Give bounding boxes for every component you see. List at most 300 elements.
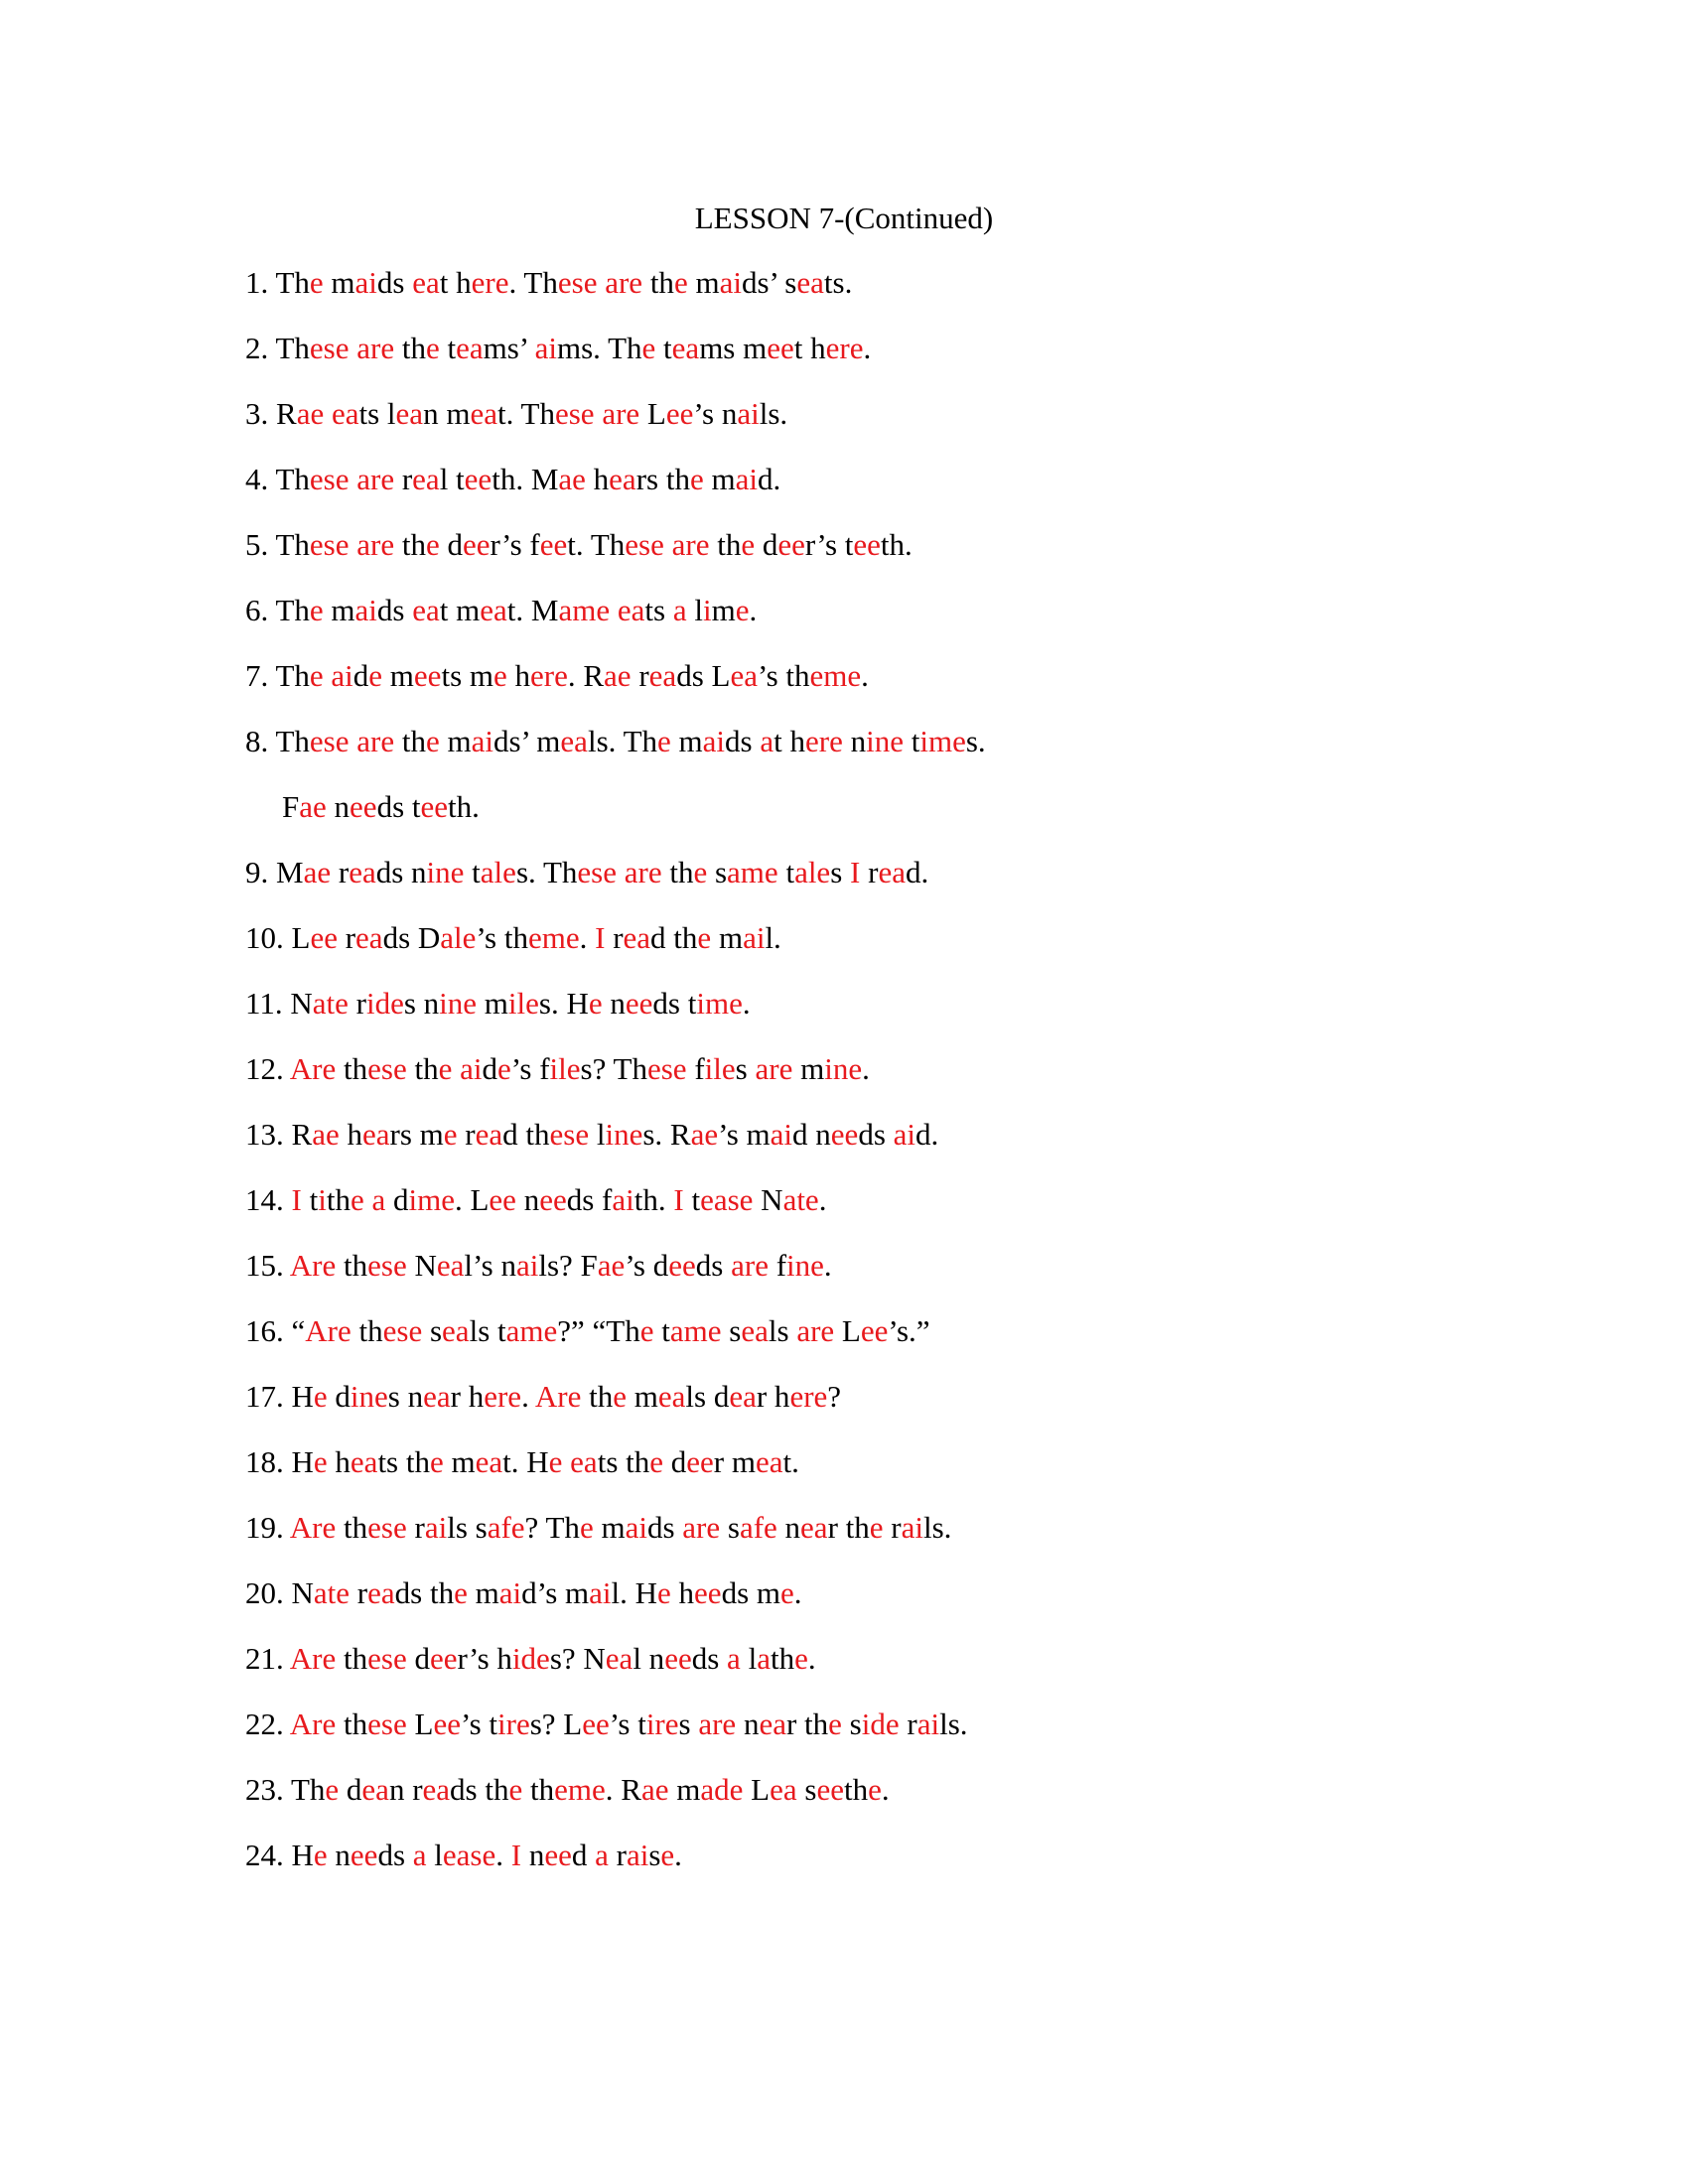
- plain-text: [617, 855, 625, 889]
- plain-text: . R: [605, 1772, 641, 1807]
- highlighted-letters: e: [438, 1051, 453, 1086]
- highlighted-letters: a: [412, 1838, 427, 1872]
- plain-text: F: [282, 789, 300, 824]
- highlighted-letters: ese: [554, 396, 595, 431]
- plain-text: ds th: [394, 1575, 455, 1610]
- sentence-line: [245, 1246, 986, 1311]
- highlighted-letters: ai: [702, 724, 726, 758]
- plain-text: t h: [774, 724, 805, 758]
- highlighted-letters: e: [508, 1772, 523, 1807]
- plain-text: l: [426, 1838, 443, 1872]
- highlighted-letters: ea: [657, 1379, 686, 1414]
- highlighted-letters: a: [371, 1182, 386, 1217]
- plain-text: ’s.”: [888, 1313, 930, 1348]
- highlighted-letters: are: [356, 527, 395, 562]
- highlighted-letters: e: [309, 593, 324, 627]
- plain-text: l t: [439, 462, 465, 496]
- highlighted-letters: ea: [570, 1444, 598, 1479]
- plain-text: th: [642, 265, 674, 300]
- highlighted-letters: ese: [367, 1706, 407, 1741]
- plain-text: ds: [377, 1838, 413, 1872]
- sentence-line: [245, 394, 986, 460]
- plain-text: ds n: [375, 855, 427, 889]
- highlighted-letters: are: [356, 331, 395, 365]
- highlighted-letters: e: [588, 986, 603, 1021]
- highlighted-letters: e: [828, 1706, 842, 1741]
- plain-text: th.: [880, 527, 913, 562]
- plain-text: ds’ s: [741, 265, 797, 300]
- plain-text: s? N: [549, 1641, 606, 1676]
- highlighted-letters: ease: [442, 1838, 496, 1872]
- plain-text: t m: [439, 593, 481, 627]
- plain-text: s: [678, 1706, 699, 1741]
- highlighted-letters: e: [741, 527, 756, 562]
- highlighted-letters: ese: [557, 265, 598, 300]
- highlighted-letters: ese: [367, 1248, 407, 1283]
- highlighted-letters: Are: [289, 1248, 337, 1283]
- plain-text: .: [521, 1379, 535, 1414]
- plain-text: th: [581, 1379, 614, 1414]
- plain-text: ts th: [597, 1444, 650, 1479]
- plain-text: th.: [633, 1182, 674, 1217]
- highlighted-letters: e: [657, 1575, 671, 1610]
- highlighted-letters: e: [309, 265, 324, 300]
- highlighted-letters: ee: [686, 1444, 714, 1479]
- plain-text: t. H: [502, 1444, 549, 1479]
- plain-text: ’s n: [693, 396, 738, 431]
- plain-text: 3. R: [245, 396, 297, 431]
- plain-text: th: [394, 527, 426, 562]
- plain-text: s? L: [529, 1706, 583, 1741]
- plain-text: r: [899, 1706, 917, 1741]
- highlighted-letters: ee: [420, 789, 449, 824]
- plain-text: [324, 396, 332, 431]
- plain-text: s: [707, 855, 728, 889]
- plain-text: 16. “: [245, 1313, 306, 1348]
- plain-text: r: [331, 855, 350, 889]
- highlighted-letters: ae: [312, 1117, 340, 1152]
- plain-text: r’s f: [490, 527, 540, 562]
- highlighted-letters: e: [454, 1575, 468, 1610]
- highlighted-letters: ea: [878, 855, 906, 889]
- sentence-line: [245, 722, 986, 787]
- highlighted-letters: are: [755, 1051, 793, 1086]
- plain-text: m: [792, 1051, 825, 1086]
- plain-text: t h: [793, 331, 826, 365]
- plain-text: ’s th: [476, 920, 528, 955]
- highlighted-letters: e: [660, 1838, 675, 1872]
- plain-text: m: [668, 1772, 701, 1807]
- plain-text: 18. H: [245, 1444, 314, 1479]
- plain-text: 6. Th: [245, 593, 310, 627]
- plain-text: s: [721, 1313, 742, 1348]
- highlighted-letters: ea: [470, 396, 497, 431]
- highlighted-letters: ai: [498, 1575, 522, 1610]
- highlighted-letters: ea: [623, 920, 651, 955]
- plain-text: r: [350, 1575, 368, 1610]
- highlighted-letters: ae: [597, 1248, 626, 1283]
- plain-text: 10. L: [245, 920, 311, 955]
- plain-text: ’s t: [460, 1706, 498, 1741]
- highlighted-letters: e: [325, 1772, 340, 1807]
- plain-text: n: [326, 789, 351, 824]
- plain-text: ls? F: [538, 1248, 598, 1283]
- highlighted-letters: ee: [539, 527, 568, 562]
- plain-text: f: [768, 1248, 787, 1283]
- plain-text: r’s t: [804, 527, 854, 562]
- highlighted-letters: e: [313, 1838, 328, 1872]
- plain-text: th: [336, 1641, 368, 1676]
- highlighted-letters: ale: [794, 855, 831, 889]
- plain-text: t: [464, 855, 481, 889]
- plain-text: [562, 1444, 570, 1479]
- plain-text: th: [351, 1313, 383, 1348]
- plain-text: ts.: [823, 265, 853, 300]
- sentence-line: [245, 984, 986, 1049]
- plain-text: t h: [439, 265, 472, 300]
- highlighted-letters: ate: [782, 1182, 819, 1217]
- plain-text: .: [862, 1051, 870, 1086]
- plain-text: r: [883, 1510, 902, 1545]
- highlighted-letters: eme: [554, 1772, 606, 1807]
- highlighted-letters: ea: [349, 855, 376, 889]
- plain-text: 17. H: [245, 1379, 314, 1414]
- highlighted-letters: are: [602, 396, 640, 431]
- highlighted-letters: ea: [355, 920, 383, 955]
- highlighted-letters: ere: [805, 724, 843, 758]
- plain-text: ?: [827, 1379, 842, 1414]
- highlighted-letters: ea: [412, 265, 440, 300]
- plain-text: r m: [713, 1444, 756, 1479]
- plain-text: [610, 593, 618, 627]
- sentence-line: [245, 1115, 986, 1180]
- plain-text: rs m: [389, 1117, 444, 1152]
- highlighted-letters: ea: [730, 658, 758, 693]
- plain-text: n: [842, 724, 867, 758]
- highlighted-letters: ine: [824, 1051, 863, 1086]
- highlighted-letters: ea: [770, 1772, 797, 1807]
- highlighted-letters: ide: [511, 1641, 550, 1676]
- plain-text: 13. R: [245, 1117, 313, 1152]
- highlighted-letters: ea: [436, 1248, 465, 1283]
- plain-text: ds L: [676, 658, 731, 693]
- plain-text: m: [711, 920, 744, 955]
- plain-text: m: [382, 658, 414, 693]
- plain-text: r: [860, 855, 879, 889]
- plain-text: n r: [388, 1772, 423, 1807]
- plain-text: s: [796, 1772, 817, 1807]
- highlighted-letters: ire: [497, 1706, 530, 1741]
- plain-text: .: [793, 1575, 802, 1610]
- highlighted-letters: ame: [505, 1313, 558, 1348]
- highlighted-letters: ai: [331, 658, 353, 693]
- plain-text: r: [348, 986, 366, 1021]
- highlighted-letters: ai: [424, 1510, 448, 1545]
- plain-text: ds: [376, 593, 413, 627]
- plain-text: s n: [403, 986, 440, 1021]
- highlighted-letters: e: [689, 462, 704, 496]
- plain-text: n m: [423, 396, 471, 431]
- highlighted-letters: ile: [704, 1051, 736, 1086]
- plain-text: ’s d: [625, 1248, 669, 1283]
- plain-text: t: [653, 1313, 670, 1348]
- plain-text: th: [394, 724, 426, 758]
- highlighted-letters: e: [780, 1575, 794, 1610]
- highlighted-letters: I: [291, 1182, 302, 1217]
- highlighted-letters: ea: [331, 396, 359, 431]
- highlighted-letters: ere: [789, 1379, 828, 1414]
- highlighted-letters: ea: [648, 658, 677, 693]
- highlighted-letters: ate: [313, 1575, 351, 1610]
- plain-text: s: [720, 1510, 740, 1545]
- highlighted-letters: ea: [361, 1772, 389, 1807]
- highlighted-letters: e: [613, 1379, 627, 1414]
- plain-text: 23. Th: [245, 1772, 326, 1807]
- plain-text: m: [477, 986, 508, 1021]
- plain-text: ls.: [759, 396, 788, 431]
- highlighted-letters: ai: [354, 265, 377, 300]
- plain-text: s n: [387, 1379, 424, 1414]
- sentence-line: [245, 1311, 986, 1377]
- plain-text: th: [522, 1772, 555, 1807]
- highlighted-letters: ai: [770, 1117, 793, 1152]
- highlighted-letters: e: [309, 658, 324, 693]
- highlighted-letters: i: [318, 1182, 327, 1217]
- highlighted-letters: I: [595, 920, 606, 955]
- plain-text: m: [711, 593, 736, 627]
- plain-text: L: [743, 1772, 771, 1807]
- plain-text: .: [674, 1838, 682, 1872]
- highlighted-letters: Are: [289, 1051, 337, 1086]
- plain-text: l: [686, 593, 703, 627]
- highlighted-letters: ire: [645, 1706, 679, 1741]
- highlighted-letters: ai: [589, 1575, 612, 1610]
- highlighted-letters: are: [698, 1706, 737, 1741]
- plain-text: .: [749, 593, 758, 627]
- highlighted-letters: I: [850, 855, 861, 889]
- plain-text: ’s th: [757, 658, 810, 693]
- plain-text: r: [631, 658, 649, 693]
- highlighted-letters: ea: [412, 462, 440, 496]
- sentence-line: [245, 1180, 986, 1246]
- highlighted-letters: ade: [700, 1772, 744, 1807]
- highlighted-letters: e: [639, 1313, 654, 1348]
- highlighted-letters: ae: [558, 462, 586, 496]
- highlighted-letters: ea: [796, 265, 824, 300]
- plain-text: l.: [765, 920, 781, 955]
- highlighted-letters: ine: [605, 1117, 643, 1152]
- plain-text: d: [339, 1772, 362, 1807]
- plain-text: ds: [646, 1510, 683, 1545]
- plain-text: 15.: [245, 1248, 290, 1283]
- highlighted-letters: ai: [719, 265, 742, 300]
- plain-text: ’s m: [718, 1117, 771, 1152]
- plain-text: 19.: [245, 1510, 290, 1545]
- plain-text: r h: [450, 1379, 485, 1414]
- highlighted-letters: a: [672, 593, 687, 627]
- highlighted-letters: afe: [739, 1510, 777, 1545]
- highlighted-letters: ai: [916, 1706, 940, 1741]
- plain-text: m: [323, 593, 355, 627]
- highlighted-letters: e: [735, 593, 750, 627]
- highlighted-letters: I: [510, 1838, 522, 1872]
- sentence-line: [245, 1377, 986, 1442]
- plain-text: ts m: [441, 658, 493, 693]
- highlighted-letters: ese: [367, 1510, 407, 1545]
- highlighted-letters: ai: [735, 462, 758, 496]
- highlighted-letters: afe: [487, 1510, 525, 1545]
- highlighted-letters: e: [869, 1510, 884, 1545]
- highlighted-letters: ine: [350, 1379, 388, 1414]
- sentence-line: [245, 918, 986, 984]
- plain-text: f: [686, 1051, 705, 1086]
- plain-text: N: [753, 1182, 783, 1217]
- highlighted-letters: ee: [544, 1838, 572, 1872]
- plain-text: s: [422, 1313, 443, 1348]
- highlighted-letters: ee: [816, 1772, 844, 1807]
- highlighted-letters: e: [649, 1444, 664, 1479]
- highlighted-letters: ee: [350, 789, 377, 824]
- highlighted-letters: ea: [617, 593, 645, 627]
- highlighted-letters: ere: [825, 331, 864, 365]
- highlighted-letters: eme: [809, 658, 862, 693]
- highlighted-letters: ine: [439, 986, 478, 1021]
- plain-text: th: [336, 1706, 368, 1741]
- highlighted-letters: ai: [534, 331, 557, 365]
- plain-text: rs th: [635, 462, 690, 496]
- plain-text: L: [406, 1706, 434, 1741]
- highlighted-letters: ee: [664, 1641, 692, 1676]
- sentence-line: [245, 591, 986, 656]
- plain-text: ds t: [376, 789, 421, 824]
- plain-text: [664, 527, 672, 562]
- highlighted-letters: ae: [303, 855, 332, 889]
- plain-text: r: [457, 1117, 476, 1152]
- plain-text: 2. Th: [245, 331, 310, 365]
- highlighted-letters: ea: [422, 1772, 451, 1807]
- highlighted-letters: ee: [350, 1838, 378, 1872]
- highlighted-letters: ea: [800, 1510, 828, 1545]
- plain-text: d.: [757, 462, 781, 496]
- highlighted-letters: e: [429, 1444, 444, 1479]
- plain-text: . Th: [508, 265, 558, 300]
- plain-text: th. M: [492, 462, 559, 496]
- highlighted-letters: ea: [741, 1313, 769, 1348]
- highlighted-letters: ai: [515, 1248, 539, 1283]
- plain-text: n: [736, 1706, 760, 1741]
- plain-text: r: [337, 920, 356, 955]
- highlighted-letters: e: [641, 331, 656, 365]
- highlighted-letters: ee: [625, 986, 653, 1021]
- plain-text: m: [323, 265, 355, 300]
- plain-text: d: [406, 1641, 430, 1676]
- plain-text: s.: [965, 724, 986, 758]
- highlighted-letters: ai: [901, 1510, 923, 1545]
- plain-text: n: [521, 1838, 545, 1872]
- plain-text: th: [843, 1772, 869, 1807]
- plain-text: th: [709, 527, 742, 562]
- highlighted-letters: e: [548, 1444, 563, 1479]
- highlighted-letters: ea: [350, 1444, 378, 1479]
- highlighted-letters: are: [671, 527, 710, 562]
- plain-text: h: [327, 1444, 351, 1479]
- plain-text: 9. M: [245, 855, 304, 889]
- highlighted-letters: ile: [507, 986, 539, 1021]
- plain-text: th: [336, 1051, 368, 1086]
- highlighted-letters: ee: [430, 1641, 458, 1676]
- highlighted-letters: are: [356, 462, 395, 496]
- plain-text: r th: [785, 1706, 829, 1741]
- plain-text: d: [755, 527, 778, 562]
- plain-text: ls.: [939, 1706, 968, 1741]
- highlighted-letters: ai: [625, 1510, 647, 1545]
- plain-text: d.: [915, 1117, 939, 1152]
- highlighted-letters: ea: [361, 1117, 390, 1152]
- plain-text: ts l: [358, 396, 396, 431]
- highlighted-letters: ai: [743, 920, 766, 955]
- highlighted-letters: ee: [464, 462, 492, 496]
- plain-text: l’s n: [464, 1248, 516, 1283]
- highlighted-letters: e: [425, 331, 440, 365]
- sentence-line: [245, 1508, 986, 1573]
- highlighted-letters: ime: [919, 724, 966, 758]
- plain-text: d.: [905, 855, 929, 889]
- plain-text: r: [394, 462, 413, 496]
- highlighted-letters: ese: [309, 527, 350, 562]
- highlighted-letters: ae: [299, 789, 327, 824]
- plain-text: d: [385, 1182, 409, 1217]
- plain-text: 7. Th: [245, 658, 310, 693]
- highlighted-letters: ese: [367, 1641, 407, 1676]
- plain-text: ds: [858, 1117, 894, 1152]
- highlighted-letters: Are: [289, 1641, 337, 1676]
- sentence-line: [245, 525, 986, 591]
- highlighted-letters: ai: [612, 1182, 634, 1217]
- plain-text: 5. Th: [245, 527, 310, 562]
- highlighted-letters: ine: [426, 855, 465, 889]
- highlighted-letters: e: [697, 920, 712, 955]
- highlighted-letters: e: [497, 1051, 511, 1086]
- plain-text: ms’: [483, 331, 535, 365]
- highlighted-letters: are: [605, 265, 643, 300]
- highlighted-letters: Are: [289, 1510, 337, 1545]
- plain-text: .: [881, 1772, 890, 1807]
- plain-text: t: [301, 1182, 319, 1217]
- plain-text: th: [336, 1510, 368, 1545]
- plain-text: d: [327, 1379, 351, 1414]
- highlighted-letters: ame: [669, 1313, 722, 1348]
- highlighted-letters: a: [760, 724, 774, 758]
- plain-text: 24. H: [245, 1838, 314, 1872]
- highlighted-letters: ese: [309, 331, 350, 365]
- highlighted-letters: e: [794, 1641, 808, 1676]
- plain-text: h: [670, 1575, 695, 1610]
- highlighted-letters: ee: [668, 1248, 696, 1283]
- highlighted-letters: I: [673, 1182, 684, 1217]
- plain-text: .: [495, 1838, 511, 1872]
- plain-text: th: [336, 1248, 368, 1283]
- plain-text: s: [735, 1051, 756, 1086]
- plain-text: ls. Th: [587, 724, 658, 758]
- highlighted-letters: a: [757, 1641, 771, 1676]
- plain-text: s. H: [538, 986, 589, 1021]
- highlighted-letters: e: [657, 724, 671, 758]
- plain-text: . R: [567, 658, 605, 693]
- highlighted-letters: are: [731, 1248, 769, 1283]
- sentence-line: [245, 1442, 986, 1508]
- highlighted-letters: ee: [830, 1117, 859, 1152]
- plain-text: l n: [633, 1641, 665, 1676]
